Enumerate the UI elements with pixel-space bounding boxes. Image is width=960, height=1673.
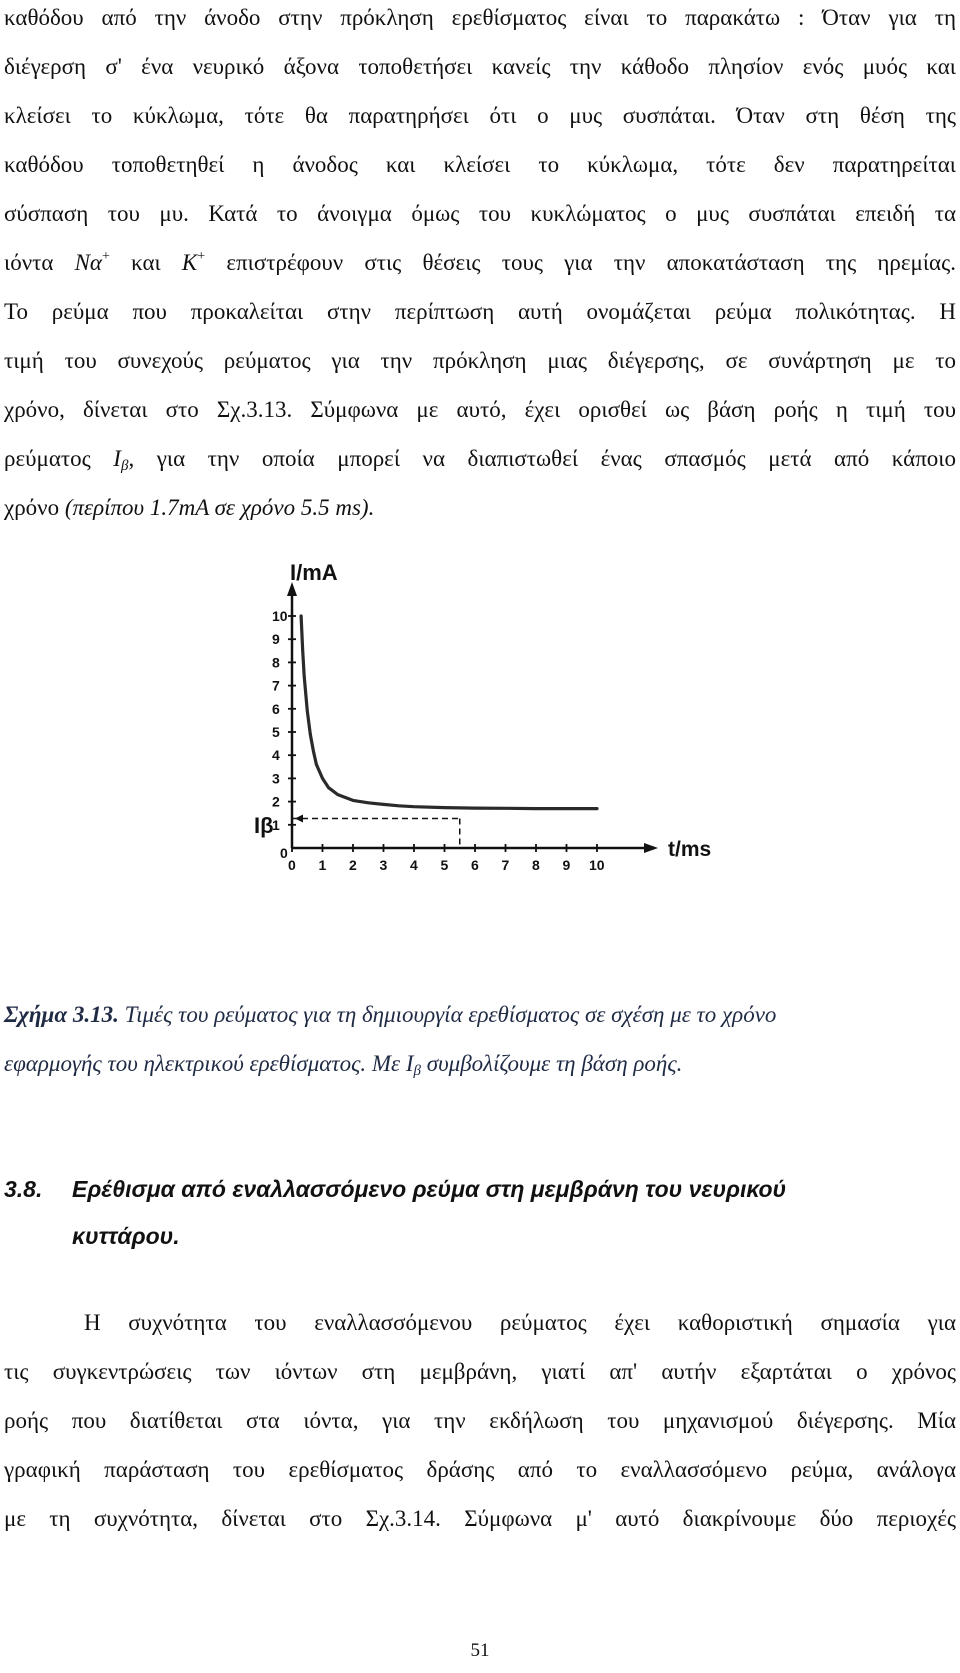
base-current-guides: [292, 815, 460, 848]
paragraph2-line4: γραφική παράσταση του ερεθίσματος δράσης από το εναλλασσόμενο ρεύμα, ανάλογα: [4, 1457, 956, 1482]
paragraph2-line3: ροής που διατίθεται στα ιόντα, για την εκδήλωση του μηχανισμού διέγερσης. Μία: [4, 1408, 956, 1433]
figure-caption-line1: Σχήμα 3.13. Τιμές του ρεύματος για τη δημιουργία ερεθίσματος σε σχέση με το χρόνο: [4, 1002, 777, 1027]
origin-label: 0: [280, 845, 288, 861]
current-curve: [301, 616, 597, 809]
x-tick-label: 2: [349, 857, 357, 873]
paragraph1-line5: σύσπαση του μυ. Κατά το άνοιγμα όμως του κυκλώματος ο μυς συσπάται επειδή τα: [4, 201, 956, 226]
paragraph1-line11: χρόνο (περίπου 1.7mA σε χρόνο 5.5 ms).: [4, 495, 375, 520]
x-axis-arrow: [644, 843, 658, 853]
paragraph1-line7: Το ρεύμα που προκαλείται στην περίπτωση αυτή ονομάζεται ρεύμα πολικότητας. Η: [4, 299, 956, 324]
x-axis-label: t/ms: [668, 838, 712, 861]
base-current-arrow: [295, 815, 303, 823]
current-time-chart: [250, 560, 770, 960]
x-tick-label: 10: [589, 857, 605, 873]
page-number: 51: [470, 1640, 490, 1661]
section-number: 3.8.: [4, 1176, 43, 1202]
figure-caption-line2: εφαρμογής του ηλεκτρικού ερεθίσματος. Με $I_\beta$ συμβολίζουμε τη βάση ροής.: [4, 1051, 683, 1079]
y-tick-label: 10: [272, 608, 288, 624]
current-curve-group: [301, 616, 597, 809]
y-tick-label: 1: [272, 816, 280, 833]
y-tick-label: 7: [272, 677, 280, 694]
x-tick-label: 7: [501, 857, 510, 873]
x-tick-label: 4: [410, 857, 418, 873]
paragraph1-line9: χρόνο, δίνεται στο Σχ.3.13. Σύμφωνα με αυτό, έχει ορισθεί ως βάση ροής η τιμή του: [4, 397, 956, 422]
paragraph1-line2: διέγερση σ' ένα νευρικό άξονα τοποθετήσει κανείς την κάθοδο πλησίον ενός μυός και: [4, 54, 956, 79]
chart-axes: [287, 582, 658, 853]
paragraph1-line8: τιμή του συνεχούς ρεύματος για την πρόκληση μιας διέγερσης, σε συνάρτηση με το: [4, 348, 956, 373]
y-tick-label: 6: [272, 700, 280, 717]
x-tick-label: 3: [379, 857, 388, 873]
x-tick-label: 9: [562, 857, 571, 873]
y-tick-label: 2: [272, 793, 280, 810]
base-current-label: Iβ: [254, 813, 274, 838]
paragraph1-line6: ιόντα Να+ και K+ επιστρέφουν στις θέσεις τους για την αποκατάσταση της ηρεμίας.: [4, 249, 956, 275]
figure-caption-label: Σχήμα 3.13.: [4, 1002, 119, 1027]
paragraph1-line3: κλείσει το κύκλωμα, τότε θα παρατηρήσει ότι ο μυς συσπάται. Όταν στη θέση της: [4, 103, 956, 128]
paragraph2-line2: τις συγκεντρώσεις των ιόντων στη μεμβράνη, γιατί απ' αυτήν εξαρτάται ο χρόνος: [4, 1359, 956, 1384]
paragraph2-line5: με τη συχνότητα, δίνεται στο Σχ.3.14. Σύμφωνα μ' αυτό διακρίνουμε δύο περιοχές: [4, 1506, 956, 1531]
y-tick-label: 5: [272, 724, 280, 740]
paragraph1-line4: καθόδου τοποθετηθεί η άνοδος και κλείσει το κύκλωμα, τότε δεν παρατηρείται: [4, 152, 956, 177]
chart-ticks: [272, 608, 605, 873]
paragraph2-line1: Η συχνότητα του εναλλασσόμενου ρεύματος έχει καθοριστική σημασία για: [84, 1310, 956, 1335]
y-axis-label: I/mA: [290, 560, 338, 585]
y-tick-label: 3: [272, 770, 280, 787]
y-tick-label: 8: [272, 654, 280, 671]
x-tick-label: 1: [318, 857, 327, 873]
section-title-line2: κυττάρου.: [72, 1223, 180, 1249]
x-tick-label: 6: [471, 857, 479, 873]
y-tick-label: 9: [272, 631, 280, 648]
section-title-line1: Ερέθισμα από εναλλασσόμενο ρεύμα στη μεμβράνη του νευρικού: [72, 1176, 787, 1202]
x-tick-label: 0: [288, 857, 296, 873]
paragraph1-line10: ρεύματος $I_\beta$, για την οποία μπορεί να διαπιστωθεί ένας σπασμός μετά από κάποιο: [4, 446, 956, 474]
x-tick-label: 8: [532, 857, 540, 873]
x-tick-label: 5: [440, 857, 449, 873]
y-tick-label: 4: [272, 747, 280, 764]
paragraph1-line1: καθόδου από την άνοδο στην πρόκληση ερεθίσματος είναι το παρακάτω : Όταν για τη: [4, 5, 956, 30]
